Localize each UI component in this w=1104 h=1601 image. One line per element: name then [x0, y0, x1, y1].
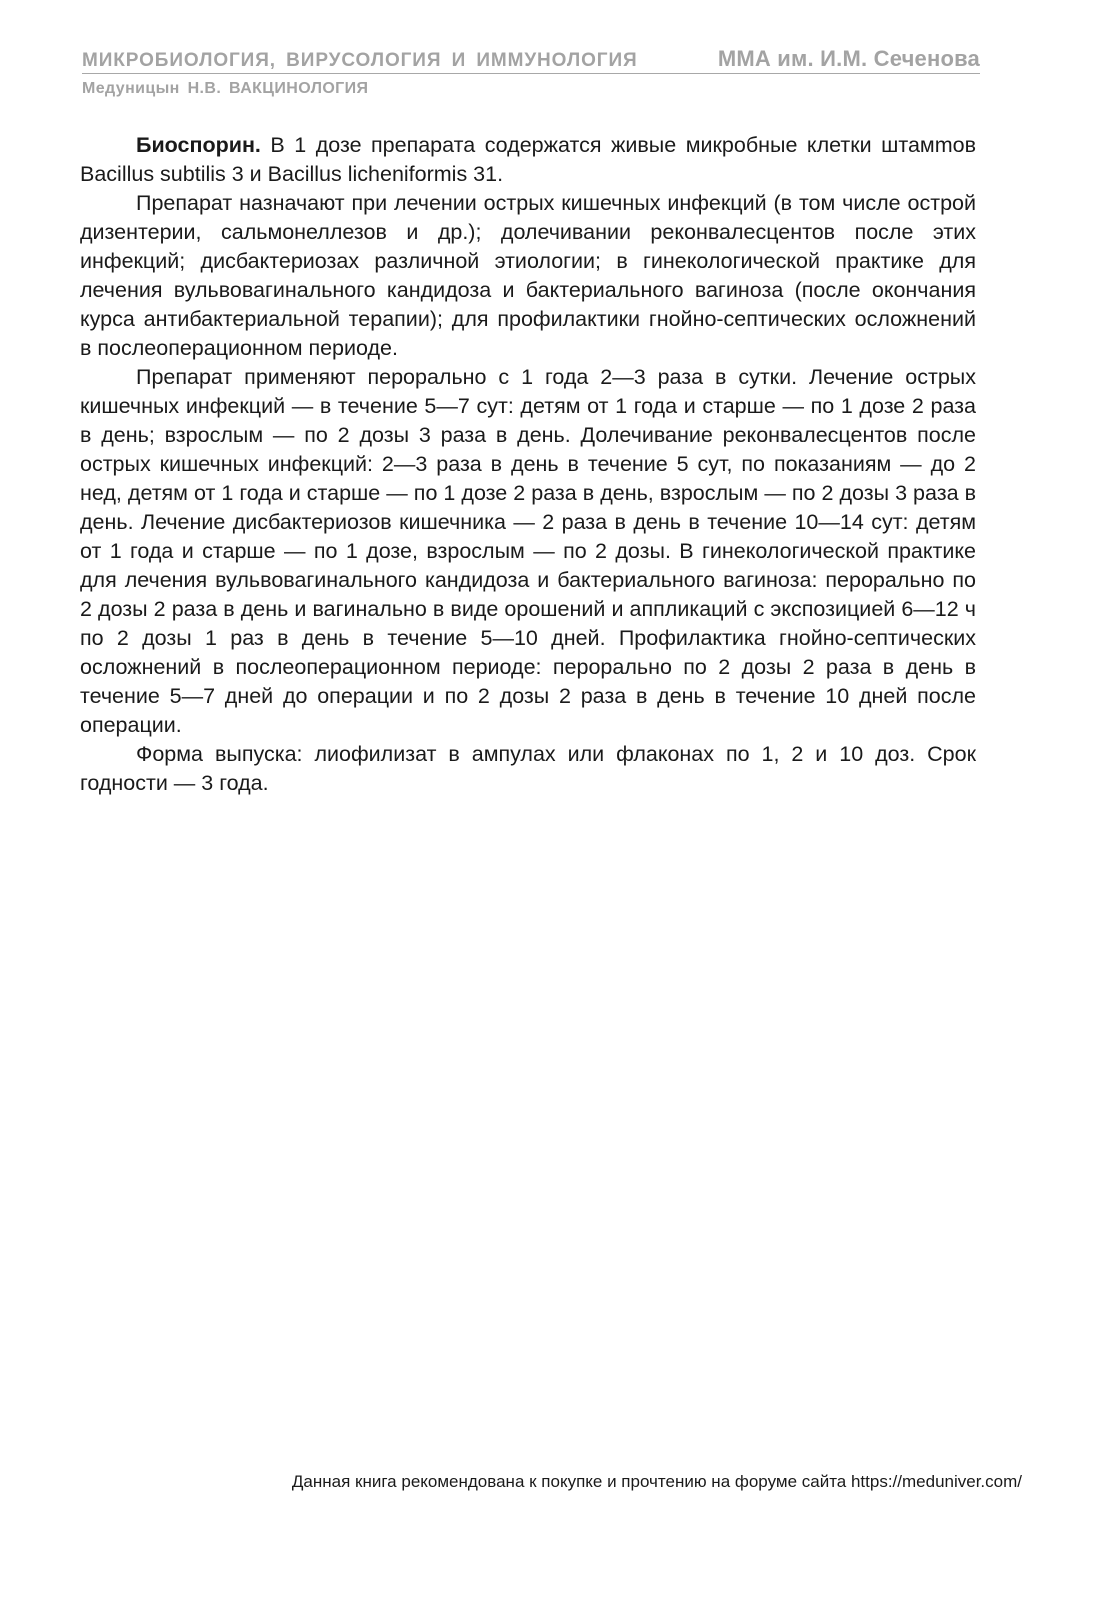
drug-name: Биоспорин. [136, 133, 261, 157]
header-author-title: Медуницын Н.В. ВАКЦИНОЛОГИЯ [82, 80, 369, 97]
footer-note: Данная книга рекомендована к покупке и прочтению на форуме сайта https://meduniver.com/ [291, 1472, 1022, 1491]
page-body [80, 131, 976, 798]
header-institution: ММА им. И.М. Сеченова [717, 46, 980, 71]
paragraph-dosage: Препарат применяют перорально с 1 года 2—3 раза в сутки. Лечение острых кишечных инфекций — в течение 5—7 сут: детям от 1 года и старше — по 1 дозе 2 раза в день; взрослым — по 2 дозы 3 раза в день. Долечивание реконвалесцентов после острых кишечных инфекций: 2—3 раза в день в течение 5 сут, по показаниям — до 2 нед, детям от 1 года и старше — по 1 дозе 2 раза в день, взрослым — по 2 дозы 3 раза в день. Лечение дисбактериозов кишечника — 2 раза в день в течение 10—14 сут: детям от 1 года и старше — по 1 дозе, взрослым — по 2 дозы. В гинекологической практике для лечения вульвовагинального кандидоза и бактериального вагиноза: перорально по 2 дозы 2 раза в день и вагинально в виде орошений и аппликаций с экспозицией 6—12 ч по 2 дозы 1 раз в день в течение 5—10 дней. Профилактика гнойно-септических осложнений в послеоперационном периоде: перорально по 2 дозы 2 раза в день в течение 5—7 дней до операции и по 2 дозы 2 раза в день в течение 10 дней после операции. [80, 365, 976, 737]
paragraph-bioporin-intro-text: В 1 дозе препарата содержатся живые микробные клетки штамmов Bacillus subtilis 3 и Bacillus licheniformis 31. [80, 133, 976, 186]
running-header [82, 46, 980, 98]
paragraph-indications: Препарат назначают при лечении острых кишечных инфекций (в том числе острой дизентерии, сальмонеллезов и др.); долечивании реконвалесцентов после этих инфекций; дисбактериозах различной этиологии; в гинекологической практике для лечения вульвовагинального кандидоза и бактериального вагиноза (после окончания курса антибактериальной терапии); для профилактики гнойно-септических осложнений в послеоперационном периоде. [80, 191, 976, 360]
paragraph-bioporin-intro [80, 131, 976, 189]
header-subject: МИКРОБИОЛОГИЯ, ВИРУСОЛОГИЯ И ИММУНОЛОГИЯ [82, 50, 638, 71]
paragraph-release-form: Форма выпуска: лиофилизат в ампулах или флаконах по 1, 2 и 10 доз. Срок годности — 3 года. [80, 742, 976, 795]
header-top-line [82, 46, 980, 74]
